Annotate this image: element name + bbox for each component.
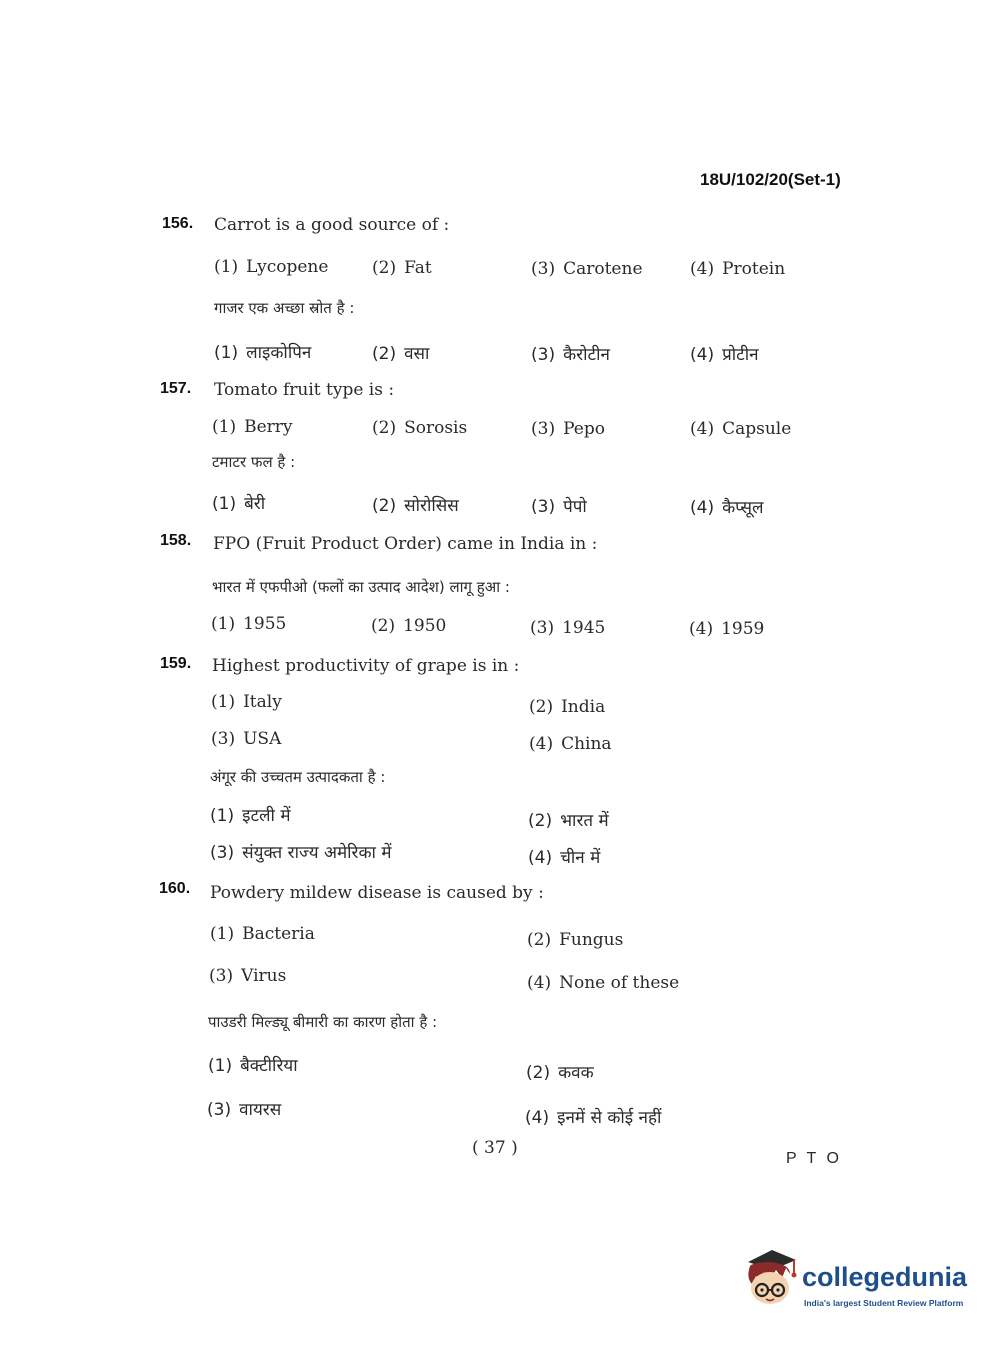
option-text: भारत में	[560, 811, 609, 831]
option-text: कैप्सूल	[722, 498, 764, 518]
option	[211, 729, 281, 749]
option	[214, 340, 311, 363]
logo-wordmark: collegedunia	[802, 1262, 968, 1292]
option-text: Pepo	[563, 419, 605, 439]
option-number: (3)	[531, 345, 556, 365]
option-number: (2)	[527, 930, 552, 950]
option	[527, 973, 679, 993]
option-text: Berry	[244, 417, 293, 437]
option	[531, 419, 605, 439]
option-text: 1950	[403, 616, 447, 636]
question-number: 160.	[159, 880, 191, 897]
option-number: (4)	[529, 734, 554, 754]
option	[529, 697, 605, 717]
option	[212, 491, 265, 514]
option-text: इनमें से कोई नहीं	[557, 1108, 662, 1128]
option-text: 1945	[562, 618, 606, 638]
option-text: लाइकोपिन	[246, 343, 312, 363]
question-text-hindi: भारत में एफपीओ (फलों का उत्पाद आदेश) लागू हुआ :	[212, 578, 510, 596]
option-text: 1959	[721, 619, 765, 639]
option-text: बेरी	[244, 494, 266, 514]
option-number: (3)	[210, 843, 235, 863]
question-text: Powdery mildew disease is caused by :	[210, 883, 544, 903]
option-text: Protein	[722, 259, 786, 279]
option	[210, 803, 291, 826]
option-number: (2)	[526, 1063, 551, 1083]
option-number: (3)	[530, 618, 555, 638]
option-number: (2)	[372, 258, 397, 278]
option-number: (3)	[207, 1100, 232, 1120]
option-number: (2)	[372, 496, 397, 516]
option-number: (4)	[525, 1108, 550, 1128]
option-number: (1)	[214, 257, 239, 277]
option-text: Bacteria	[242, 924, 315, 944]
option	[211, 692, 282, 712]
option	[531, 259, 643, 279]
option-text: इटली में	[242, 806, 291, 826]
option	[690, 342, 759, 365]
question-text: FPO (Fruit Product Order) came in India in :	[213, 534, 598, 554]
option-number: (3)	[531, 497, 556, 517]
option-number: (2)	[372, 344, 397, 364]
option-text: Sorosis	[404, 418, 468, 438]
option-number: (4)	[690, 419, 715, 439]
option-number: (1)	[210, 924, 235, 944]
option-number: (3)	[211, 729, 236, 749]
option	[690, 259, 785, 279]
option-number: (2)	[372, 418, 397, 438]
option-text: Fungus	[559, 930, 624, 950]
option-text: प्रोटीन	[722, 345, 759, 365]
question-text: Tomato fruit type is :	[214, 380, 395, 400]
question-text: Carrot is a good source of :	[214, 215, 450, 235]
option-text: Carotene	[563, 259, 643, 279]
option-number: (2)	[528, 811, 553, 831]
option-number: (1)	[208, 1056, 233, 1076]
option	[527, 930, 623, 950]
option	[528, 808, 609, 831]
option-number: (1)	[212, 494, 237, 514]
question-text-hindi: पाउडरी मिल्ड्यू बीमारी का कारण होता है :	[208, 1013, 438, 1031]
option-number: (4)	[528, 848, 553, 868]
option	[212, 417, 293, 437]
option-text: वायरस	[239, 1100, 282, 1120]
option	[531, 494, 587, 517]
option-text: संयुक्त राज्य अमेरिका में	[242, 843, 392, 863]
option	[214, 257, 328, 277]
option	[371, 616, 446, 636]
option-text: कवक	[558, 1063, 594, 1083]
option-text: USA	[243, 729, 282, 749]
option	[531, 342, 610, 365]
option-text: Italy	[243, 692, 282, 712]
mascot-icon	[742, 1248, 798, 1314]
question-number: 159.	[160, 655, 192, 672]
option-text: Lycopene	[246, 257, 329, 277]
option-number: (3)	[531, 259, 556, 279]
option	[528, 845, 600, 868]
option-number: (1)	[212, 417, 237, 437]
option	[530, 618, 605, 638]
option-text: बैक्टीरिया	[240, 1056, 298, 1076]
option	[207, 1097, 281, 1120]
option	[372, 418, 467, 438]
option-number: (1)	[210, 806, 235, 826]
option	[209, 966, 286, 986]
option-text: Fat	[404, 258, 432, 278]
question-number: 157.	[160, 380, 192, 397]
option-number: (4)	[690, 345, 715, 365]
option-text: 1955	[243, 614, 287, 634]
option	[210, 924, 315, 944]
option	[210, 840, 392, 863]
question-number: 158.	[160, 532, 192, 549]
pto-label: P T O	[786, 1150, 842, 1167]
question-text-hindi: अंगूर की उच्चतम उत्पादकता है :	[210, 768, 386, 786]
option-number: (2)	[529, 697, 554, 717]
option	[372, 493, 459, 516]
logo-tagline: India's largest Student Review Platform	[804, 1298, 964, 1308]
option-text: सोरोसिस	[404, 496, 459, 516]
option	[526, 1060, 594, 1083]
option	[211, 614, 286, 634]
option-number: (1)	[214, 343, 239, 363]
option-number: (3)	[209, 966, 234, 986]
question-number: 156.	[162, 215, 194, 232]
option	[689, 619, 764, 639]
option-text: None of these	[559, 973, 680, 993]
option	[690, 419, 791, 439]
option-text: Virus	[241, 966, 287, 986]
option-number: (4)	[527, 973, 552, 993]
option-text: वसा	[404, 344, 430, 364]
option-text: चीन में	[560, 848, 601, 868]
question-text-hindi: गाजर एक अच्छा स्रोत है :	[214, 299, 355, 317]
option	[529, 734, 612, 754]
page-number: ( 37 )	[472, 1138, 518, 1158]
option-number: (4)	[689, 619, 714, 639]
option	[208, 1053, 298, 1076]
option-number: (1)	[211, 692, 236, 712]
option-text: कैरोटीन	[563, 345, 610, 365]
question-text: Highest productivity of grape is in :	[212, 656, 520, 676]
option-text: China	[561, 734, 612, 754]
option-text: पेपो	[563, 497, 587, 517]
option	[690, 495, 764, 518]
option-number: (4)	[690, 498, 715, 518]
question-text-hindi: टमाटर फल है :	[212, 453, 296, 471]
collegedunia-logo[interactable]	[742, 1248, 972, 1318]
option-number: (3)	[531, 419, 556, 439]
option	[525, 1105, 661, 1128]
option-text: India	[561, 697, 606, 717]
paper-code: 18U/102/20(Set-1)	[700, 170, 841, 189]
option-text: Capsule	[722, 419, 792, 439]
option-number: (2)	[371, 616, 396, 636]
option-number: (4)	[690, 259, 715, 279]
option	[372, 258, 432, 278]
option	[372, 341, 429, 364]
option-number: (1)	[211, 614, 236, 634]
